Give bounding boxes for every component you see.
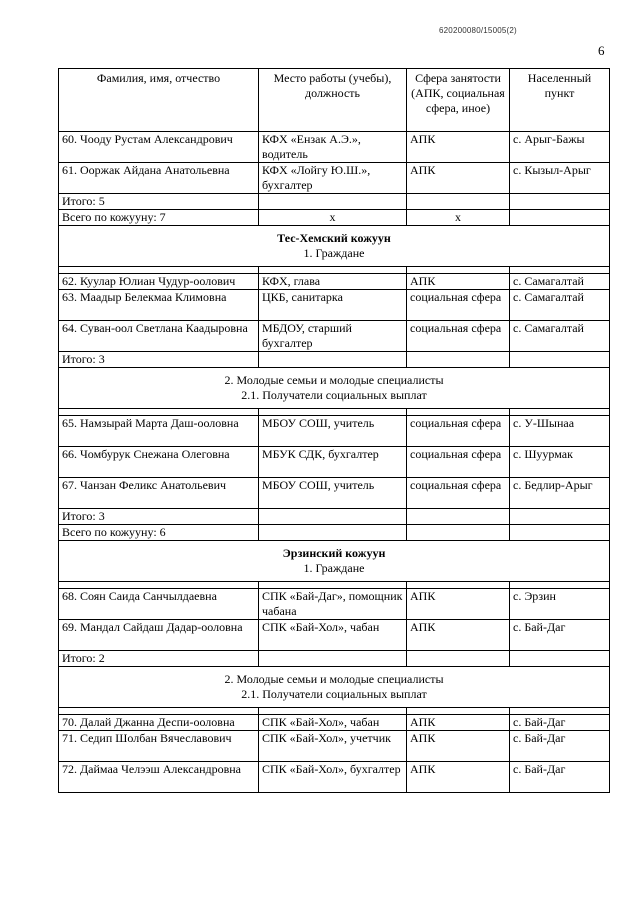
header-locality: Населенный пункт	[510, 69, 610, 132]
workplace-cell: МБУК СДК, бухгалтер	[259, 447, 407, 478]
spacer-cell	[510, 708, 610, 715]
workplace-cell	[259, 194, 407, 210]
full-name-cell: Итого: 5	[59, 194, 259, 210]
full-name-cell: 63. Маадыр Белекмаа Климовна	[59, 290, 259, 321]
document-id: 620200080/15005(2)	[439, 26, 517, 35]
full-name-cell: 64. Суван-оол Светлана Каадыровна	[59, 321, 259, 352]
workplace-cell	[259, 525, 407, 541]
section-header-row	[59, 667, 610, 708]
spacer-row	[59, 409, 610, 416]
sphere-cell	[407, 509, 510, 525]
full-name-cell: Всего по кожууну: 7	[59, 210, 259, 226]
table-row	[59, 620, 610, 651]
sphere-cell	[407, 194, 510, 210]
full-name-cell: 60. Чооду Рустам Александрович	[59, 132, 259, 163]
full-name-cell: 61. Ооржак Айдана Анатольевна	[59, 163, 259, 194]
sphere-cell: социальная сфера	[407, 416, 510, 447]
workplace-cell: СПК «Бай-Хол», бухгалтер	[259, 762, 407, 793]
spacer-cell	[407, 267, 510, 274]
full-name-cell: Итого: 3	[59, 352, 259, 368]
section-header-row	[59, 226, 610, 267]
full-name-cell: 70. Далай Джанна Деспи-ооловна	[59, 715, 259, 731]
table-row	[59, 290, 610, 321]
workplace-cell	[259, 509, 407, 525]
spacer-cell	[259, 582, 407, 589]
workplace-cell: СПК «Бай-Даг», помощник чабана	[259, 589, 407, 620]
workplace-cell: х	[259, 210, 407, 226]
workplace-cell: СПК «Бай-Хол», учетчик	[259, 731, 407, 762]
full-name-cell: Итого: 3	[59, 509, 259, 525]
spacer-cell	[510, 267, 610, 274]
section-title: Тес-Хемский кожуун	[277, 231, 391, 245]
table-row	[59, 274, 610, 290]
table-row	[59, 589, 610, 620]
section-subtitle: 1. Граждане	[303, 561, 365, 575]
full-name-cell: 62. Куулар Юлиан Чудур-оолович	[59, 274, 259, 290]
locality-cell: с. Эрзин	[510, 589, 610, 620]
full-name-cell: 68. Соян Саида Санчылдаевна	[59, 589, 259, 620]
spacer-cell	[59, 708, 259, 715]
table-row	[59, 715, 610, 731]
section-subtitle: 2.1. Получатели социальных выплат	[241, 687, 427, 701]
full-name-cell: 65. Намзырай Марта Даш-ооловна	[59, 416, 259, 447]
table-row	[59, 163, 610, 194]
total-row	[59, 352, 610, 368]
sphere-cell: АПК	[407, 589, 510, 620]
full-name-cell: Итого: 2	[59, 651, 259, 667]
spacer-cell	[259, 267, 407, 274]
locality-cell: с. Бай-Даг	[510, 762, 610, 793]
sphere-cell: социальная сфера	[407, 321, 510, 352]
sphere-cell: АПК	[407, 715, 510, 731]
sphere-cell: социальная сфера	[407, 290, 510, 321]
header-full-name: Фамилия, имя, отчество	[59, 69, 259, 132]
total-row	[59, 509, 610, 525]
locality-cell: с. Бай-Даг	[510, 620, 610, 651]
locality-cell	[510, 352, 610, 368]
total-row	[59, 194, 610, 210]
table-header-row	[59, 69, 610, 132]
locality-cell: с. Кызыл-Арыг	[510, 163, 610, 194]
locality-cell: с. Бай-Даг	[510, 715, 610, 731]
spacer-cell	[259, 708, 407, 715]
spacer-row	[59, 267, 610, 274]
locality-cell	[510, 651, 610, 667]
spacer-cell	[59, 582, 259, 589]
full-name-cell: 72. Даймаа Челээш Александровна	[59, 762, 259, 793]
total-row	[59, 525, 610, 541]
spacer-cell	[59, 267, 259, 274]
spacer-row	[59, 582, 610, 589]
full-name-cell: 71. Седип Шолбан Вячеславович	[59, 731, 259, 762]
section-header	[59, 667, 610, 708]
spacer-cell	[259, 409, 407, 416]
locality-cell: с. Самагалтай	[510, 321, 610, 352]
full-name-cell: 67. Чанзан Феликс Анатольевич	[59, 478, 259, 509]
workplace-cell: МБДОУ, старший бухгалтер	[259, 321, 407, 352]
workplace-cell: СПК «Бай-Хол», чабан	[259, 715, 407, 731]
sphere-cell	[407, 651, 510, 667]
section-subtitle: 1. Граждане	[303, 246, 365, 260]
workplace-cell	[259, 651, 407, 667]
sphere-cell: АПК	[407, 132, 510, 163]
locality-cell	[510, 525, 610, 541]
recipients-table	[58, 68, 610, 793]
section-header	[59, 226, 610, 267]
section-title: 2. Молодые семьи и молодые специалисты	[224, 373, 444, 387]
table-row	[59, 478, 610, 509]
section-title: Эрзинский кожуун	[282, 546, 386, 560]
sphere-cell: АПК	[407, 762, 510, 793]
sphere-cell: АПК	[407, 731, 510, 762]
locality-cell: с. Самагалтай	[510, 290, 610, 321]
spacer-row	[59, 708, 610, 715]
sphere-cell: АПК	[407, 620, 510, 651]
table-row	[59, 321, 610, 352]
workplace-cell: КФХ «Лойгу Ю.Ш.», бухгалтер	[259, 163, 407, 194]
section-subtitle: 2.1. Получатели социальных выплат	[241, 388, 427, 402]
section-header-row	[59, 541, 610, 582]
table-body	[59, 132, 610, 793]
section-header-row	[59, 368, 610, 409]
workplace-cell: КФХ, глава	[259, 274, 407, 290]
spacer-cell	[510, 582, 610, 589]
workplace-cell: КФХ «Ензак А.Э.», водитель	[259, 132, 407, 163]
locality-cell	[510, 210, 610, 226]
spacer-cell	[59, 409, 259, 416]
section-header	[59, 541, 610, 582]
locality-cell: с. У-Шынаа	[510, 416, 610, 447]
sphere-cell: АПК	[407, 163, 510, 194]
sphere-cell: социальная сфера	[407, 447, 510, 478]
full-name-cell: 66. Чомбурук Снежана Олеговна	[59, 447, 259, 478]
spacer-cell	[510, 409, 610, 416]
spacer-cell	[407, 708, 510, 715]
workplace-cell	[259, 352, 407, 368]
locality-cell: с. Бедлир-Арыг	[510, 478, 610, 509]
table-row	[59, 447, 610, 478]
workplace-cell: МБОУ СОШ, учитель	[259, 416, 407, 447]
spacer-cell	[407, 582, 510, 589]
locality-cell: с. Шуурмак	[510, 447, 610, 478]
full-name-cell: 69. Мандал Сайдаш Дадар-ооловна	[59, 620, 259, 651]
workplace-cell: СПК «Бай-Хол», чабан	[259, 620, 407, 651]
locality-cell: с. Бай-Даг	[510, 731, 610, 762]
page-number: 6	[598, 43, 605, 58]
sphere-cell: АПК	[407, 274, 510, 290]
table-row	[59, 762, 610, 793]
section-header	[59, 368, 610, 409]
table-row	[59, 132, 610, 163]
section-title: 2. Молодые семьи и молодые специалисты	[224, 672, 444, 686]
sphere-cell	[407, 352, 510, 368]
locality-cell	[510, 194, 610, 210]
sphere-cell	[407, 525, 510, 541]
header-workplace: Место работы (учебы), должность	[259, 69, 407, 132]
locality-cell: с. Арыг-Бажы	[510, 132, 610, 163]
header-sphere: Сфера занятости (АПК, социальная сфера, иное)	[407, 69, 510, 132]
locality-cell: с. Самагалтай	[510, 274, 610, 290]
spacer-cell	[407, 409, 510, 416]
workplace-cell: МБОУ СОШ, учитель	[259, 478, 407, 509]
locality-cell	[510, 509, 610, 525]
total-row	[59, 651, 610, 667]
table-row	[59, 416, 610, 447]
full-name-cell: Всего по кожууну: 6	[59, 525, 259, 541]
sphere-cell: социальная сфера	[407, 478, 510, 509]
table-row	[59, 731, 610, 762]
workplace-cell: ЦКБ, санитарка	[259, 290, 407, 321]
total-row	[59, 210, 610, 226]
sphere-cell: х	[407, 210, 510, 226]
